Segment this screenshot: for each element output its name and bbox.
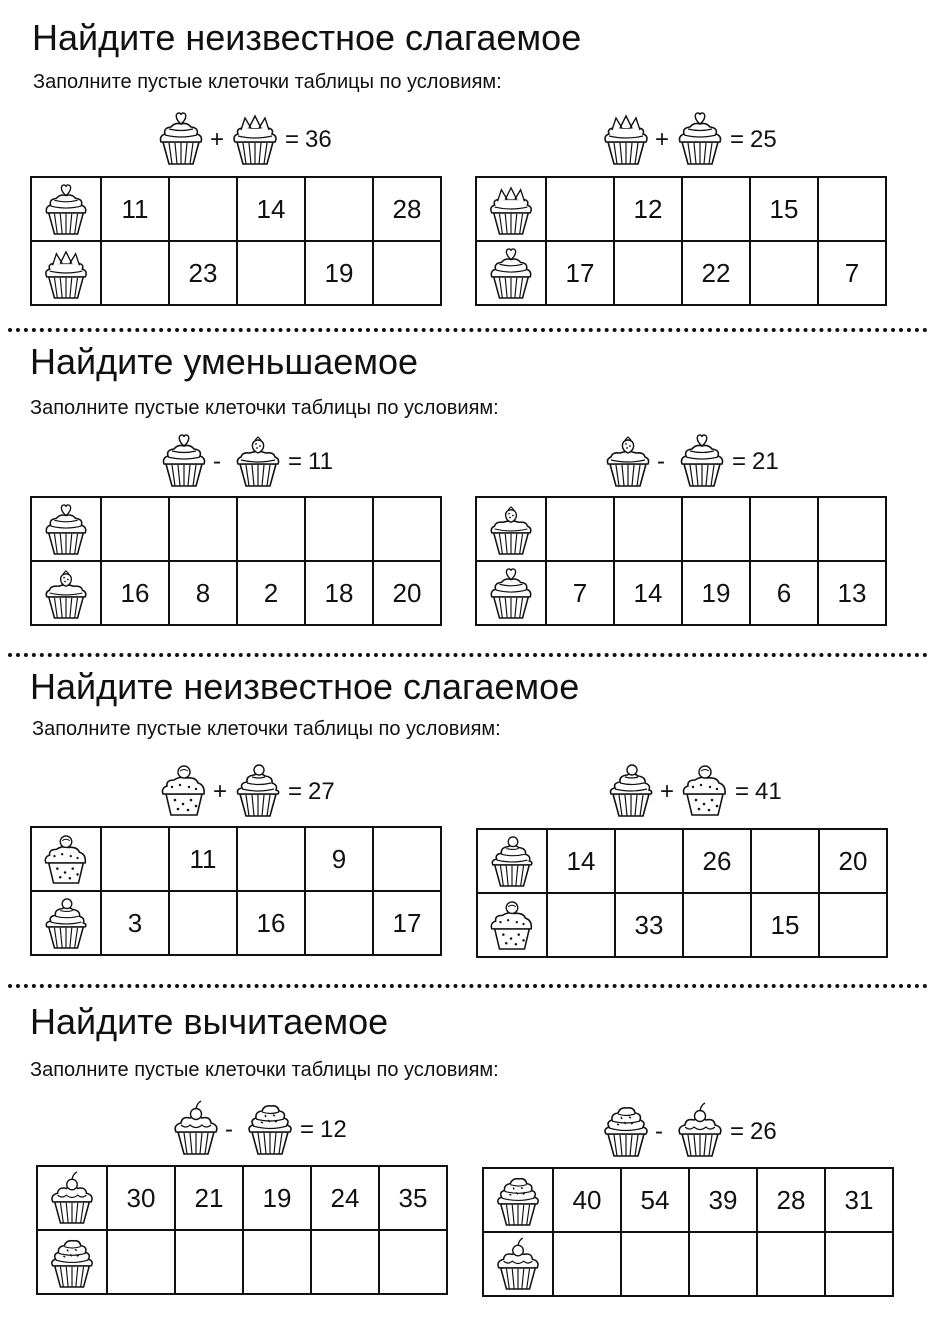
operator: - bbox=[655, 1118, 663, 1145]
equation-result: 11 bbox=[308, 448, 333, 475]
number-cell: 54 bbox=[621, 1168, 689, 1232]
operator: + bbox=[210, 126, 225, 153]
number-cell: 6 bbox=[750, 561, 818, 625]
number-cell: 17 bbox=[546, 241, 614, 305]
equation-result: 27 bbox=[308, 778, 335, 805]
answer-table bbox=[36, 1165, 448, 1295]
number-cell: 14 bbox=[237, 177, 305, 241]
equation-right-cupcake bbox=[244, 1098, 296, 1158]
equals-sign: = bbox=[300, 1116, 315, 1143]
number-cell: 19 bbox=[305, 241, 373, 305]
number-cell: 30 bbox=[107, 1166, 175, 1230]
equation-result: 12 bbox=[320, 1116, 347, 1143]
empty-answer-cell[interactable] bbox=[621, 1232, 689, 1296]
empty-answer-cell[interactable] bbox=[825, 1232, 893, 1296]
equation bbox=[600, 1100, 800, 1160]
cupcake-cherry-icon bbox=[47, 1169, 97, 1227]
number-cell: 20 bbox=[819, 829, 887, 893]
section-title: Найдите неизвестное слагаемое bbox=[30, 666, 580, 707]
number-cell: 24 bbox=[311, 1166, 379, 1230]
operator: - bbox=[657, 448, 665, 475]
equals-sign: = bbox=[288, 778, 303, 805]
section-subtitle: Заполните пустые клеточки таблицы по условиям: bbox=[33, 71, 502, 93]
row-header-cupcake bbox=[483, 1232, 553, 1296]
number-cell: 40 bbox=[553, 1168, 621, 1232]
row-header-cupcake bbox=[37, 1166, 107, 1230]
equation-result: 21 bbox=[752, 448, 779, 475]
equation-result: 41 bbox=[755, 778, 782, 805]
number-cell: 17 bbox=[373, 891, 441, 955]
equals-sign: = bbox=[732, 448, 747, 475]
number-cell: 23 bbox=[169, 241, 237, 305]
cupcake-cherry-icon bbox=[170, 1098, 222, 1158]
section-title: Найдите неизвестное слагаемое bbox=[32, 17, 582, 58]
section-title: Найдите уменьшаемое bbox=[30, 341, 419, 382]
cupcake-cherry-icon bbox=[493, 1235, 543, 1293]
section-subtitle: Заполните пустые клеточки таблицы по условиям: bbox=[30, 1059, 499, 1081]
row-header-cupcake bbox=[483, 1168, 553, 1232]
equals-sign: = bbox=[288, 448, 303, 475]
number-cell: 20 bbox=[373, 561, 441, 625]
operator: + bbox=[655, 126, 670, 153]
cupcake-cream-icon bbox=[493, 1171, 543, 1229]
equation-result: 25 bbox=[750, 126, 777, 153]
operator: + bbox=[660, 778, 675, 805]
number-cell: 33 bbox=[615, 893, 683, 957]
empty-answer-cell[interactable] bbox=[553, 1232, 621, 1296]
number-cell: 19 bbox=[682, 561, 750, 625]
number-cell: 12 bbox=[614, 177, 682, 241]
equation-result: 36 bbox=[305, 126, 332, 153]
operator: - bbox=[225, 1116, 233, 1143]
number-cell: 21 bbox=[175, 1166, 243, 1230]
empty-answer-cell[interactable] bbox=[757, 1232, 825, 1296]
number-cell: 7 bbox=[818, 241, 886, 305]
number-cell: 13 bbox=[818, 561, 886, 625]
number-cell: 11 bbox=[169, 827, 237, 891]
number-cell: 14 bbox=[547, 829, 615, 893]
equation-result: 26 bbox=[750, 1118, 777, 1145]
number-cell: 14 bbox=[614, 561, 682, 625]
answer-table bbox=[482, 1167, 894, 1297]
cupcake-cream-icon bbox=[244, 1098, 296, 1158]
number-cell: 2 bbox=[237, 561, 305, 625]
equation-right-cupcake bbox=[674, 1100, 726, 1160]
table-row bbox=[483, 1232, 893, 1296]
empty-answer-cell[interactable] bbox=[689, 1232, 757, 1296]
empty-answer-cell[interactable] bbox=[107, 1230, 175, 1294]
equals-sign: = bbox=[735, 778, 750, 805]
number-cell: 31 bbox=[825, 1168, 893, 1232]
number-cell: 9 bbox=[305, 827, 373, 891]
empty-answer-cell[interactable] bbox=[379, 1230, 447, 1294]
number-cell: 16 bbox=[237, 891, 305, 955]
number-cell: 28 bbox=[373, 177, 441, 241]
operator: - bbox=[213, 448, 221, 475]
section-subtitle: Заполните пустые клеточки таблицы по условиям: bbox=[32, 718, 501, 740]
equals-sign: = bbox=[730, 1118, 745, 1145]
number-cell: 11 bbox=[101, 177, 169, 241]
table-row bbox=[37, 1166, 447, 1230]
cupcake-cream-icon bbox=[47, 1233, 97, 1291]
empty-answer-cell[interactable] bbox=[175, 1230, 243, 1294]
cupcake-cream-icon bbox=[600, 1100, 652, 1160]
equation-left-cupcake bbox=[170, 1098, 222, 1158]
operator: + bbox=[213, 778, 228, 805]
number-cell: 8 bbox=[169, 561, 237, 625]
number-cell: 7 bbox=[546, 561, 614, 625]
empty-answer-cell[interactable] bbox=[311, 1230, 379, 1294]
number-cell: 39 bbox=[689, 1168, 757, 1232]
equals-sign: = bbox=[730, 126, 745, 153]
equation bbox=[170, 1098, 370, 1158]
number-cell: 15 bbox=[750, 177, 818, 241]
equation-left-cupcake bbox=[600, 1100, 652, 1160]
number-cell: 22 bbox=[682, 241, 750, 305]
table-row bbox=[37, 1230, 447, 1294]
equals-sign: = bbox=[285, 126, 300, 153]
number-cell: 16 bbox=[101, 561, 169, 625]
number-cell: 3 bbox=[101, 891, 169, 955]
empty-answer-cell[interactable] bbox=[243, 1230, 311, 1294]
number-cell: 35 bbox=[379, 1166, 447, 1230]
number-cell: 26 bbox=[683, 829, 751, 893]
section-title: Найдите вычитаемое bbox=[30, 1001, 389, 1042]
number-cell: 19 bbox=[243, 1166, 311, 1230]
cupcake-cherry-icon bbox=[674, 1100, 726, 1160]
number-cell: 15 bbox=[751, 893, 819, 957]
number-cell: 28 bbox=[757, 1168, 825, 1232]
section-subtitle: Заполните пустые клеточки таблицы по условиям: bbox=[30, 397, 499, 419]
number-cell: 18 bbox=[305, 561, 373, 625]
row-header-cupcake bbox=[37, 1230, 107, 1294]
table-row bbox=[483, 1168, 893, 1232]
